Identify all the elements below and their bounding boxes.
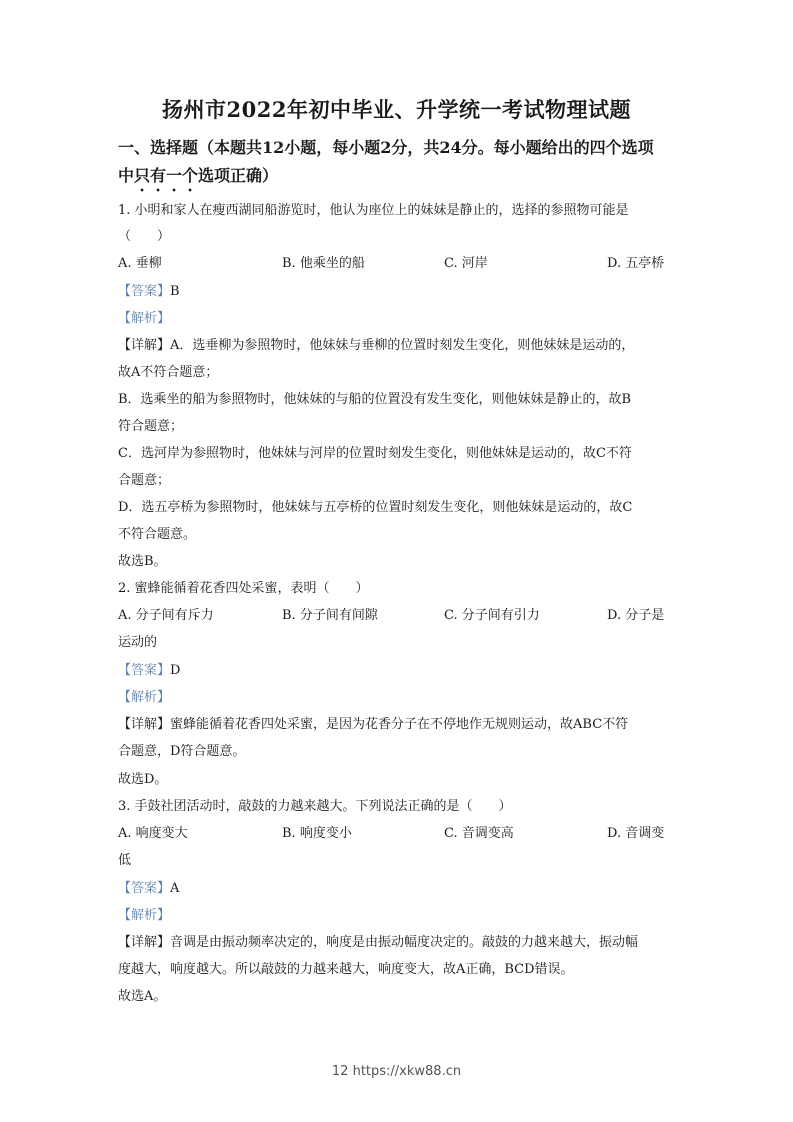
section-heading-line2 [118,162,678,195]
question-3-stem: 3. 手鼓社团活动时，敲鼓的力越来越大。下列说法正确的是（ ） [118,799,512,814]
answer-label: 【答案】 [118,284,171,299]
question-1-detail-line: 合题意； [118,473,171,488]
question-1-answer [118,283,678,301]
section-heading-line1: 一、选择题（本题共12小题，每小题2分，共24分。每小题给出的四个选项 [118,138,654,157]
detail-label: 【详解】 [118,935,171,950]
question-1-conclusion: 故选B。 [118,554,167,569]
question-1-option-d: D. 五亭桥 [607,256,665,271]
question-3-detail-line: 度越大，响度越大。所以敲鼓的力越来越大，响度变大，故A正确，BCD错误。 [118,962,574,977]
detail-label: 【详解】 [118,717,171,732]
answer-value: B [170,284,180,299]
question-1-option-b: B. 他乘坐的船 [282,256,365,271]
question-3-option-c: C. 音调变高 [444,826,514,841]
question-2-option-b: B. 分子间有间隙 [282,608,378,623]
question-1-detail-line: D．选五亭桥为参照物时，他妹妹与五亭桥的位置时刻发生变化，则他妹妹是运动的，故C [118,500,633,515]
detail-label: 【详解】 [118,338,171,353]
question-1-detail-line: 故A不符合题意； [118,365,219,380]
question-1-detail-line [118,337,678,355]
question-1-detail-line: 不符合题意。 [118,527,197,542]
question-2-answer [118,662,678,680]
question-3-conclusion: 故选A。 [118,989,167,1004]
question-3-analysis-label: 【解析】 [118,908,171,923]
question-3-answer [118,880,678,898]
question-1-option-c: C. 河岸 [444,256,488,271]
detail-text: 蜜蜂能循着花香四处采蜜，是因为花香分子在不停地作无规则运动，故ABC不符 [170,717,629,732]
question-2-option-c: C. 分子间有引力 [444,608,540,623]
question-1-stem-bracket: （ ） [118,229,171,244]
emphasis-text: 只有一个 [134,166,199,185]
section-heading-text: 选项正确） [198,166,279,185]
question-2-option-d-wrap: 运动的 [118,635,158,650]
question-3-option-d-wrap: 低 [118,853,132,868]
question-2-option-a: A. 分子间有斥力 [118,608,214,623]
question-1-detail-line: 符合题意； [118,419,184,434]
question-1-analysis-label: 【解析】 [118,311,171,326]
question-2-detail-line [118,716,678,734]
question-2-detail-line: 合题意，D符合题意。 [118,744,246,759]
page-footer: 12 https://xkw88.cn [331,1064,462,1079]
question-2-conclusion: 故选D。 [118,772,168,787]
question-3-option-d: D. 音调变 [607,826,665,841]
detail-text: A．选垂柳为参照物时，他妹妹与垂柳的位置时刻发生变化，则他妹妹是运动的， [170,338,635,353]
section-heading-text: 中 [118,166,135,185]
question-1-detail-line: C．选河岸为参照物时，他妹妹与河岸的位置时刻发生变化，则他妹妹是运动的，故C不符 [118,446,632,461]
question-1-detail-line: B．选乘坐的船为参照物时，他妹妹的与船的位置没有发生变化，则他妹妹是静止的，故B [118,392,632,407]
question-2-stem: 2. 蜜蜂能循着花香四处采蜜，表明（ ） [118,581,369,596]
detail-text: 音调是由振动频率决定的，响度是由振动幅度决定的。敲鼓的力越来越大，振动幅 [170,935,639,950]
question-2-analysis-label: 【解析】 [118,690,171,705]
page-title: 扬州市2022年初中毕业、升学统一考试物理试题 [162,97,631,122]
question-1-option-a: A. 垂柳 [118,256,162,271]
question-3-option-a: A. 响度变大 [118,826,188,841]
answer-value: A [170,881,180,896]
question-3-option-b: B. 响度变小 [282,826,352,841]
question-3-detail-line [118,934,678,952]
answer-label: 【答案】 [118,663,171,678]
question-1-stem: 1. 小明和家人在瘦西湖同船游览时，他认为座位上的妹妹是静止的，选择的参照物可能是 [118,203,629,218]
section-heading [118,134,678,195]
question-2-option-d: D. 分子是 [607,608,665,623]
answer-label: 【答案】 [118,881,171,896]
answer-value: D [170,663,181,678]
